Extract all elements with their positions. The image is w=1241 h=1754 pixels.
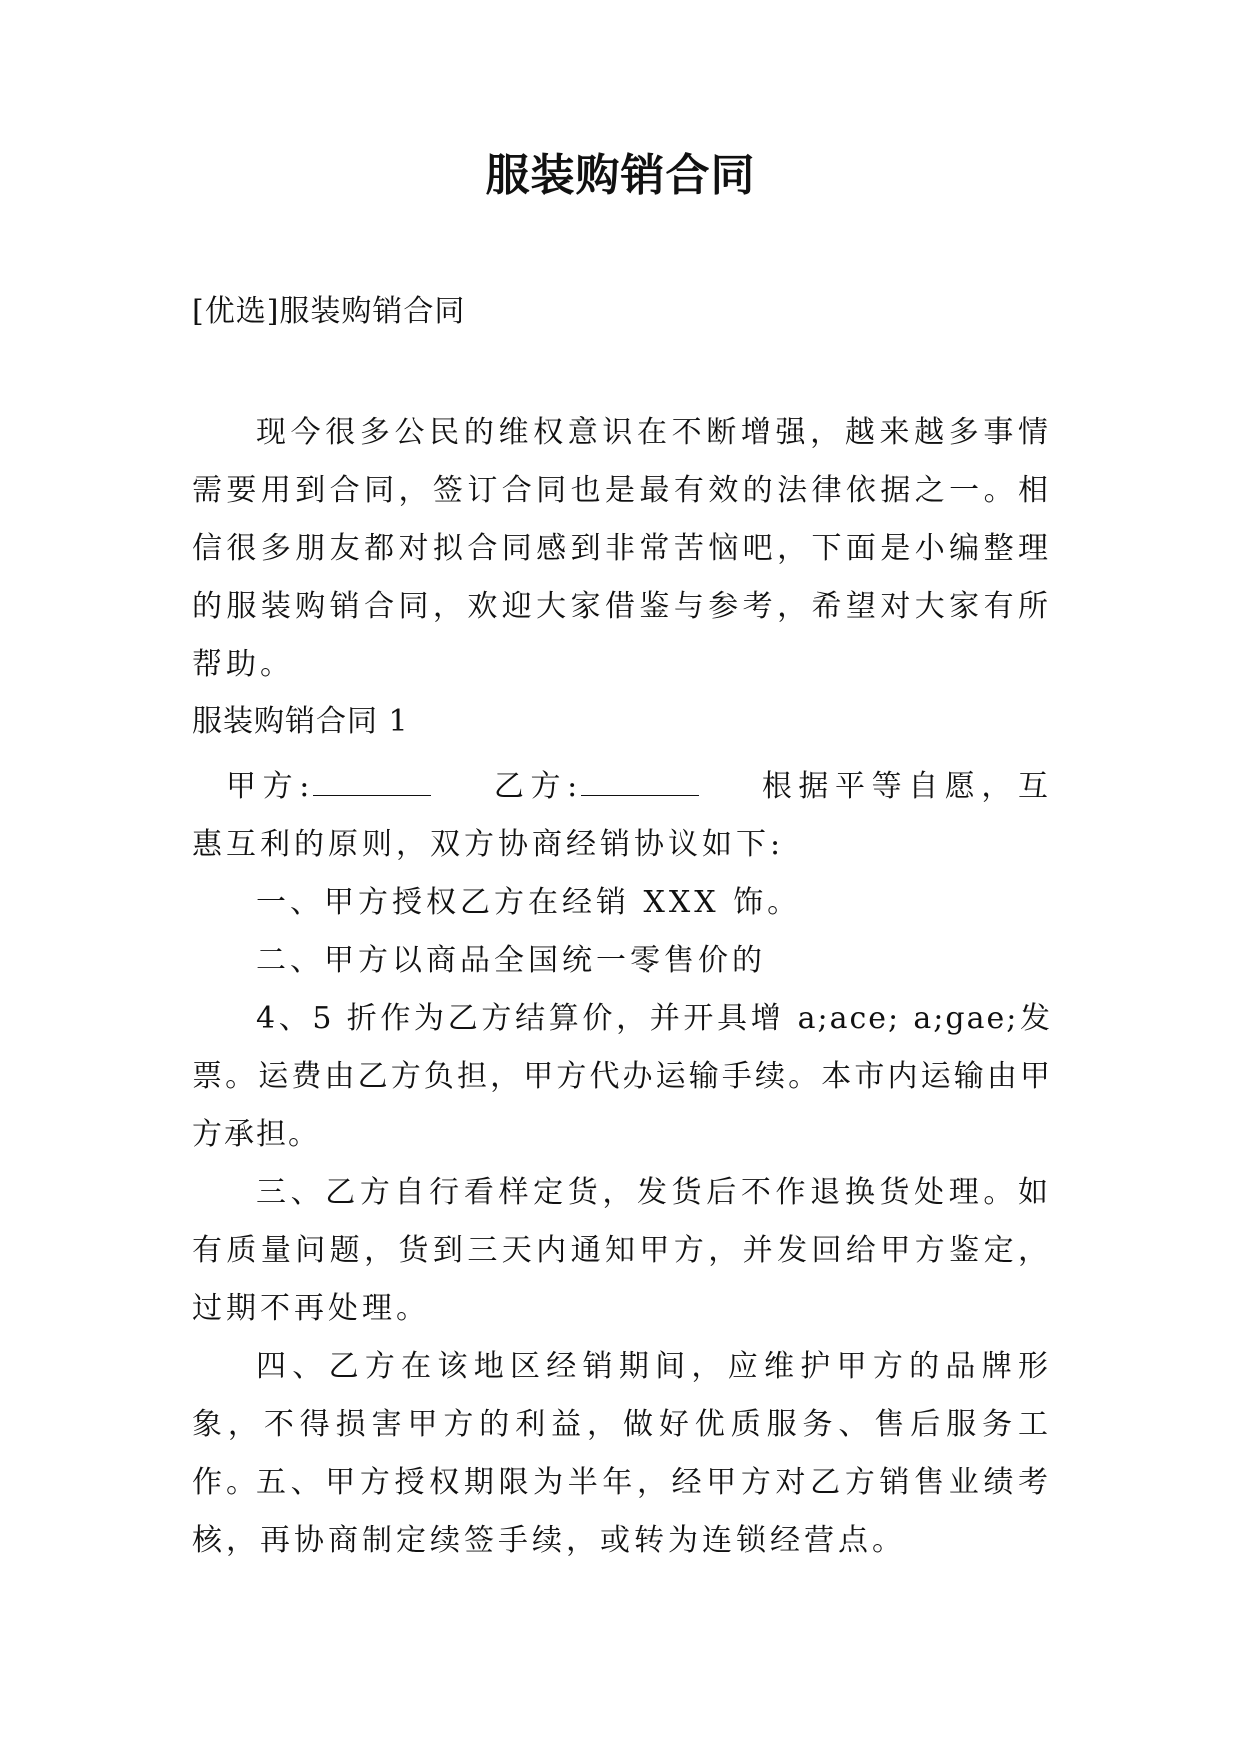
- clause-2: 二、甲方以商品全国统一零售价的: [256, 943, 766, 978]
- clause-2-continued: 4、5 折作为乙方结算价，并开具增 a;ace; a;gae;发票。运费由乙方负担，甲方代办运输手续。本市内运输由甲方承担。: [192, 1001, 1052, 1152]
- intro-paragraph: 现今很多公民的维权意识在不断增强，越来越多事情需要用到合同，签订合同也是最有效的法律依据之一。相信很多朋友都对拟合同感到非常苦恼吧，下面是小编整理的服装购销合同，欢迎大家借鉴与参考，希望对大家有所帮助。: [192, 415, 1052, 682]
- clause-4: 四、乙方在该地区经销期间，应维护甲方的品牌形象，不得损害甲方的利益，做好优质服务、售后服务工作。: [192, 1349, 1052, 1500]
- document-title: 服装购销合同: [485, 150, 756, 201]
- document-subtitle: [优选]服装购销合同: [192, 294, 466, 329]
- party-a-blank: [313, 769, 431, 796]
- clause-5: 五、甲方授权期限为半年，经甲方对乙方销售业绩考核，再协商制定续签手续，或转为连锁经营点。: [192, 1465, 1052, 1558]
- parties-paragraph: [192, 758, 1052, 874]
- clause-3: 三、乙方自行看样定货，发货后不作退换货处理。如有质量问题，货到三天内通知甲方，并发回给甲方鉴定，过期不再处理。: [192, 1175, 1052, 1326]
- parties-text: 根据平等自愿，互惠互利的原则，双方协商经销协议如下:: [192, 769, 1053, 862]
- party-b-label: 乙方:: [491, 769, 582, 804]
- contract-heading: 服装购销合同 1: [192, 704, 409, 739]
- party-a-label: 甲方:: [226, 769, 314, 804]
- party-b-blank: [581, 769, 699, 796]
- clause-1: 一、甲方授权乙方在经销 XXX 饰。: [256, 885, 802, 920]
